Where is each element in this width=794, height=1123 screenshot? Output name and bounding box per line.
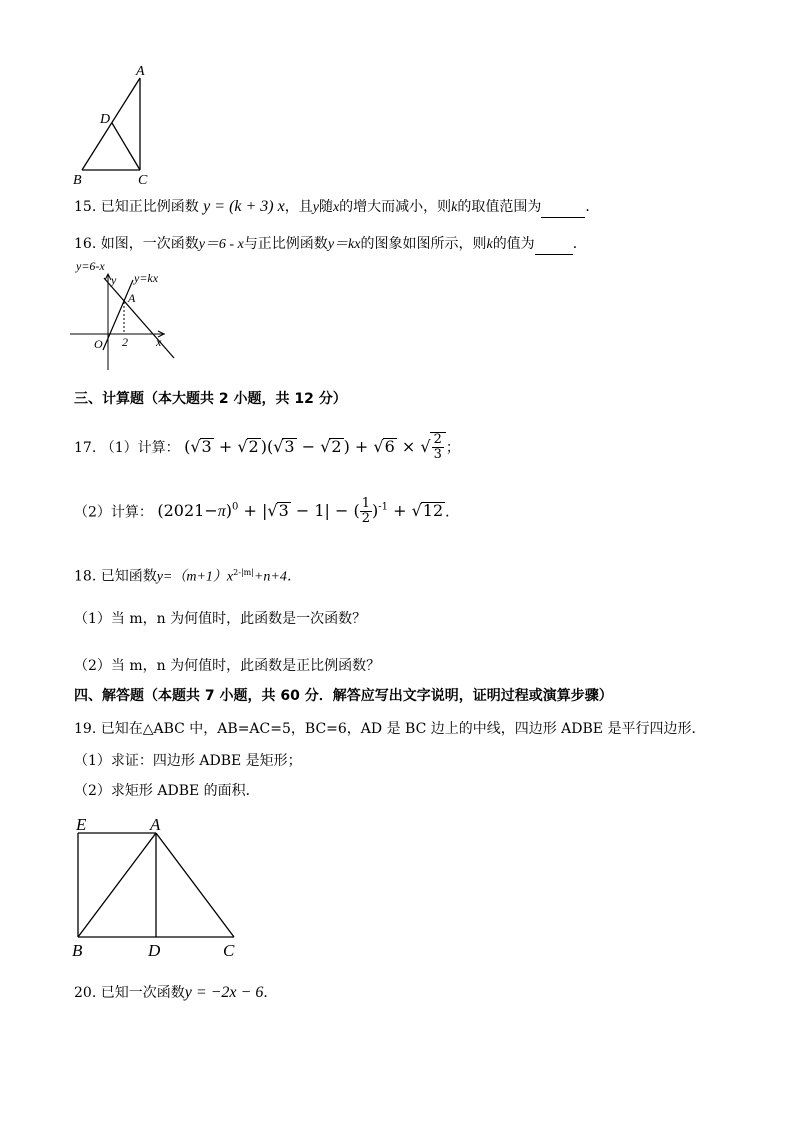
question-19-part1: （1）求证：四边形 ADBE 是矩形； xyxy=(74,753,302,769)
formula-q15: y = (k + 3) x xyxy=(203,198,285,215)
question-17-part2: （2）计算： $(2021-\pi)^0 + |√3 - 1|$ − ( $\frac{1}{2}$ )$^{-1}$ + √12 ． xyxy=(74,496,460,527)
question-20: 20. 已知一次函数y = −2x − 6． xyxy=(74,984,278,1001)
label-line2: y=kx xyxy=(134,271,159,285)
label-C: C xyxy=(138,173,148,188)
question-19-part2: （2）求矩形 ADBE 的面积． xyxy=(74,783,260,799)
question-16: 16. 如图，一次函数y＝6 - x与正比例函数y＝kx的图象如图所示，则k的值为 ． xyxy=(74,234,587,255)
answer-blank-16[interactable] xyxy=(535,240,573,255)
label-yaxis: y xyxy=(111,273,117,287)
question-17-part1: 17. （1）计算： (√3 + √2 )(√3 − √2 ) + √6 × √ $\frac{2}{3}$ ； xyxy=(74,432,460,462)
section-4-heading: 四、解答题（本题共 7 小题，共 60 分．解答应写出文字说明，证明过程或演算步骤） xyxy=(74,688,613,704)
label-A: A xyxy=(136,64,145,79)
label-xaxis: x xyxy=(156,335,162,349)
graph-figure xyxy=(70,258,185,376)
formula-17-2: $(2021-\pi)^0 + |√3 - 1|$ − ( $\frac{1}{2}$ )$^{-1}$ + √12 xyxy=(157,496,444,527)
label-D: D xyxy=(148,941,161,960)
label-2: 2 xyxy=(122,335,128,349)
label-D: D xyxy=(100,112,111,127)
label-E: E xyxy=(76,815,87,834)
label-line1: y=6-x xyxy=(76,259,105,273)
label-A: A xyxy=(128,291,136,305)
triangle-figure xyxy=(70,60,160,190)
rectangle-figure xyxy=(68,815,248,965)
label-C: C xyxy=(223,941,235,960)
label-A: A xyxy=(150,815,161,834)
answer-blank-15[interactable] xyxy=(541,203,585,218)
section-3-heading: 三、计算题（本大题共 2 小题，共 12 分） xyxy=(74,391,347,407)
label-B: B xyxy=(72,941,83,960)
question-19: 19. 已知在△ABC 中，AB=AC=5，BC=6，AD 是 BC 边上的中线，四边形 ADBE 是平行四边形． xyxy=(74,721,706,737)
label-B: B xyxy=(73,173,82,188)
question-15: 15. 已知正比例函数 y = (k + 3) x，且y随x的增大而减小，则k的取值范围为 ． xyxy=(74,197,599,218)
question-18: 18. 已知函数$y=(m+1)x^{2-|m|}+n+4$． xyxy=(74,568,301,585)
question-18-part2: （2）当 m，n 为何值时，此函数是正比例函数？ xyxy=(74,658,381,674)
formula-17-1: (√3 + √2 )(√3 − √2 ) + √6 × √ $\frac{2}{3}$ xyxy=(184,437,446,456)
question-18-part1: （1）当 m，n 为何值时，此函数是一次函数？ xyxy=(74,611,367,627)
label-O: O xyxy=(94,337,103,351)
